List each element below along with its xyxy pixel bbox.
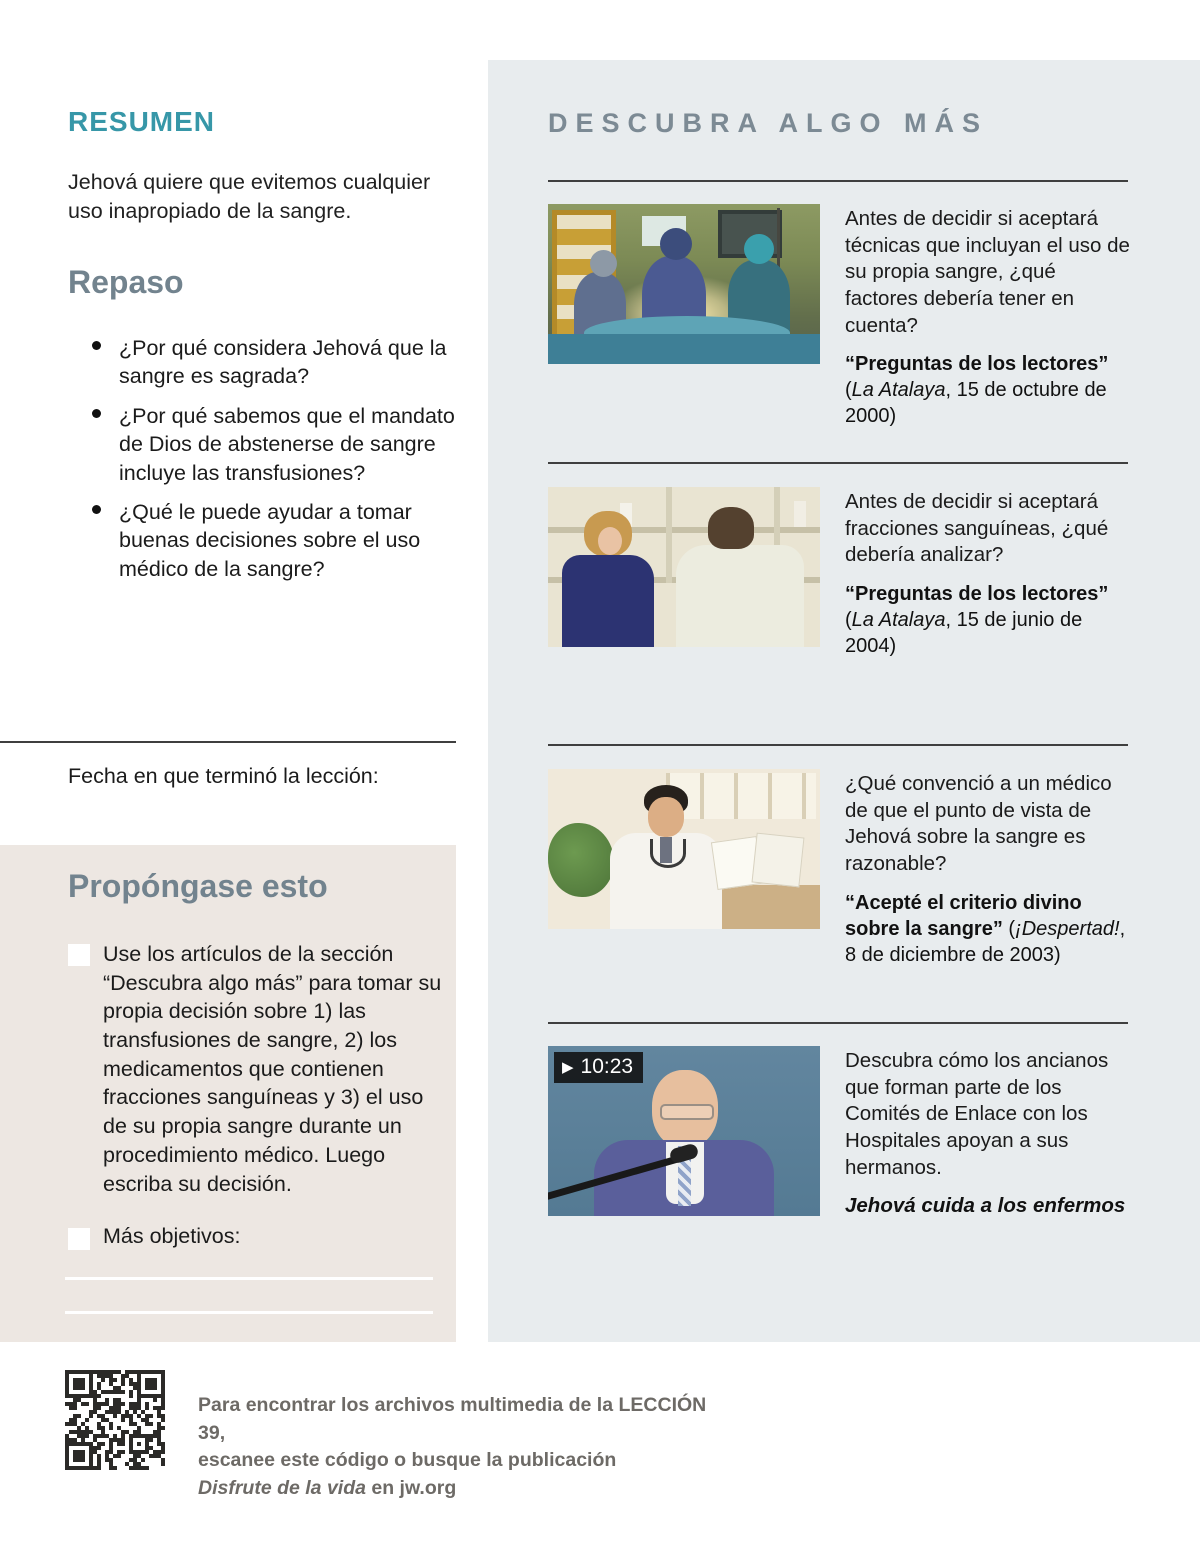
publication-name: Disfrute de la vida <box>198 1477 366 1500</box>
descubra-heading: DESCUBRA ALGO MÁS <box>548 108 989 138</box>
lesson-completed-date-label: Fecha en que terminó la lección: <box>68 764 379 788</box>
reference-date: , 15 de octubre de 2000) <box>845 379 1107 428</box>
repaso-item <box>92 498 474 583</box>
photo-detail-bottle <box>794 501 806 527</box>
repaso-item-text: ¿Por qué considera Jehová que la sangre es sagrada? <box>119 336 447 389</box>
entry-divider <box>548 462 1128 464</box>
objectives-write-line[interactable] <box>65 1311 433 1314</box>
entry-question: ¿Qué convenció a un médico de que el punto de vista de Jehová sobre la sangre es razonable? <box>845 772 1112 875</box>
proponga-heading: Propóngase esto <box>68 868 328 904</box>
video-duration: 10:23 <box>580 1055 634 1078</box>
left-divider <box>0 741 456 743</box>
discover-entry-1 <box>548 204 1130 428</box>
discover-entry-3 <box>548 769 1128 966</box>
woman-talking-with-doctor-photo[interactable] <box>548 487 820 647</box>
photo-detail-doctor-face <box>648 797 684 837</box>
photo-detail-open-book <box>752 833 805 888</box>
qr-caption-line1: Para encontrar los archivos multimedia de la LECCIÓN 39, <box>198 1394 707 1444</box>
entry-question: Antes de decidir si aceptará técnicas que incluyan el uso de su propia sangre, ¿qué factores debería tener en cuenta? <box>845 207 1130 337</box>
photo-detail-table-drape <box>548 334 820 364</box>
reference-publication: ¡Despertad! <box>1015 917 1120 940</box>
reference-title[interactable]: “Preguntas de los lectores” <box>845 353 1109 376</box>
play-icon: ▶ <box>562 1058 574 1076</box>
photo-detail-surgeon-cap <box>660 228 692 260</box>
repaso-item-text: ¿Por qué sabemos que el mandato de Dios de abstenerse de sangre incluye las transfusiones? <box>119 403 455 485</box>
repaso-item <box>92 402 474 487</box>
qr-caption-rest: en jw.org <box>365 1477 457 1500</box>
entry-divider <box>548 180 1128 182</box>
goal-checkbox[interactable] <box>68 944 90 966</box>
smiling-doctor-at-desk-photo[interactable] <box>548 769 820 929</box>
entry-divider <box>548 1022 1128 1024</box>
objectives-write-line[interactable] <box>65 1277 433 1280</box>
entry-reference-link[interactable] <box>845 581 1130 659</box>
reference-publication: La Atalaya <box>851 608 946 631</box>
qr-caption <box>198 1392 738 1503</box>
reference-title[interactable]: “Preguntas de los lectores” <box>845 582 1109 605</box>
reference-date: , 15 de junio de 2004) <box>845 608 1083 657</box>
goal-text: Use los artículos de la sección “Descubra algo más” para tomar su propia decisión sobre 1) las transfusiones de sangre, 2) los medicamentos que contienen fracciones sanguíneas y 3) el uso de su propia sangre durante un procedimiento médico. Luego escriba su decisión. <box>103 942 442 1196</box>
resumen-heading: RESUMEN <box>68 106 216 137</box>
video-title-link[interactable] <box>845 1193 1130 1220</box>
video-duration-badge <box>554 1052 643 1083</box>
photo-detail-shelf-cubbies <box>666 773 816 819</box>
more-goals-checkbox[interactable] <box>68 1228 90 1250</box>
bullet-icon <box>92 341 101 350</box>
photo-detail-surgeon-cap <box>590 250 617 277</box>
repaso-heading: Repaso <box>68 264 184 300</box>
repaso-list <box>92 334 474 594</box>
video-title[interactable]: Jehová cuida a los enfermos <box>845 1194 1126 1218</box>
photo-detail-surgeon-cap <box>744 234 774 264</box>
reference-pre: ( <box>845 608 852 631</box>
photo-detail-doctor-hair <box>708 507 754 549</box>
entry-reference-link[interactable] <box>845 890 1130 968</box>
qr-caption-line2: escanee este código o busque la publicación <box>198 1449 617 1472</box>
photo-detail-glasses <box>660 1104 714 1120</box>
entry-reference-link[interactable] <box>845 351 1130 429</box>
repaso-item <box>92 334 474 391</box>
entry-question: Descubra cómo los ancianos que forman parte de los Comités de Enlace con los Hospitales apoyan a sus hermanos. <box>845 1049 1109 1179</box>
resumen-body: Jehová quiere que evitemos cualquier uso inapropiado de la sangre. <box>68 170 431 223</box>
reference-publication: La Atalaya <box>851 379 946 402</box>
reference-pre: ( <box>1002 917 1016 940</box>
photo-detail-woman-blazer <box>562 555 654 647</box>
entry-question: Antes de decidir si aceptará fracciones sanguíneas, ¿qué debería analizar? <box>845 490 1109 567</box>
qr-caption-line3 <box>198 1475 738 1503</box>
bullet-icon <box>92 505 101 514</box>
speaker-video-thumbnail[interactable] <box>548 1046 820 1216</box>
reference-title[interactable]: “Acepté el criterio divino sobre la sangre” <box>845 891 1082 940</box>
photo-detail-plant <box>548 823 614 897</box>
operating-room-surgery-photo[interactable] <box>548 204 820 364</box>
discover-entry-2 <box>548 487 1128 657</box>
entry-divider <box>548 744 1128 746</box>
qr-code-icon <box>65 1370 165 1470</box>
discover-entry-4 <box>548 1046 1128 1218</box>
photo-detail-doctor-coat <box>676 545 804 647</box>
qr-code-svg <box>65 1370 165 1470</box>
photo-detail-shelf <box>666 487 672 583</box>
reference-pre: ( <box>845 379 852 402</box>
repaso-item-text: ¿Qué le puede ayudar a tomar buenas decisiones sobre el uso médico de la sangre? <box>119 499 421 581</box>
photo-detail-stethoscope <box>650 839 686 868</box>
photo-detail-woman-face <box>598 527 622 555</box>
more-goals-label: Más objetivos: <box>103 1224 241 1248</box>
bullet-icon <box>92 409 101 418</box>
reference-date: , 8 de diciembre de 2003) <box>845 917 1126 966</box>
